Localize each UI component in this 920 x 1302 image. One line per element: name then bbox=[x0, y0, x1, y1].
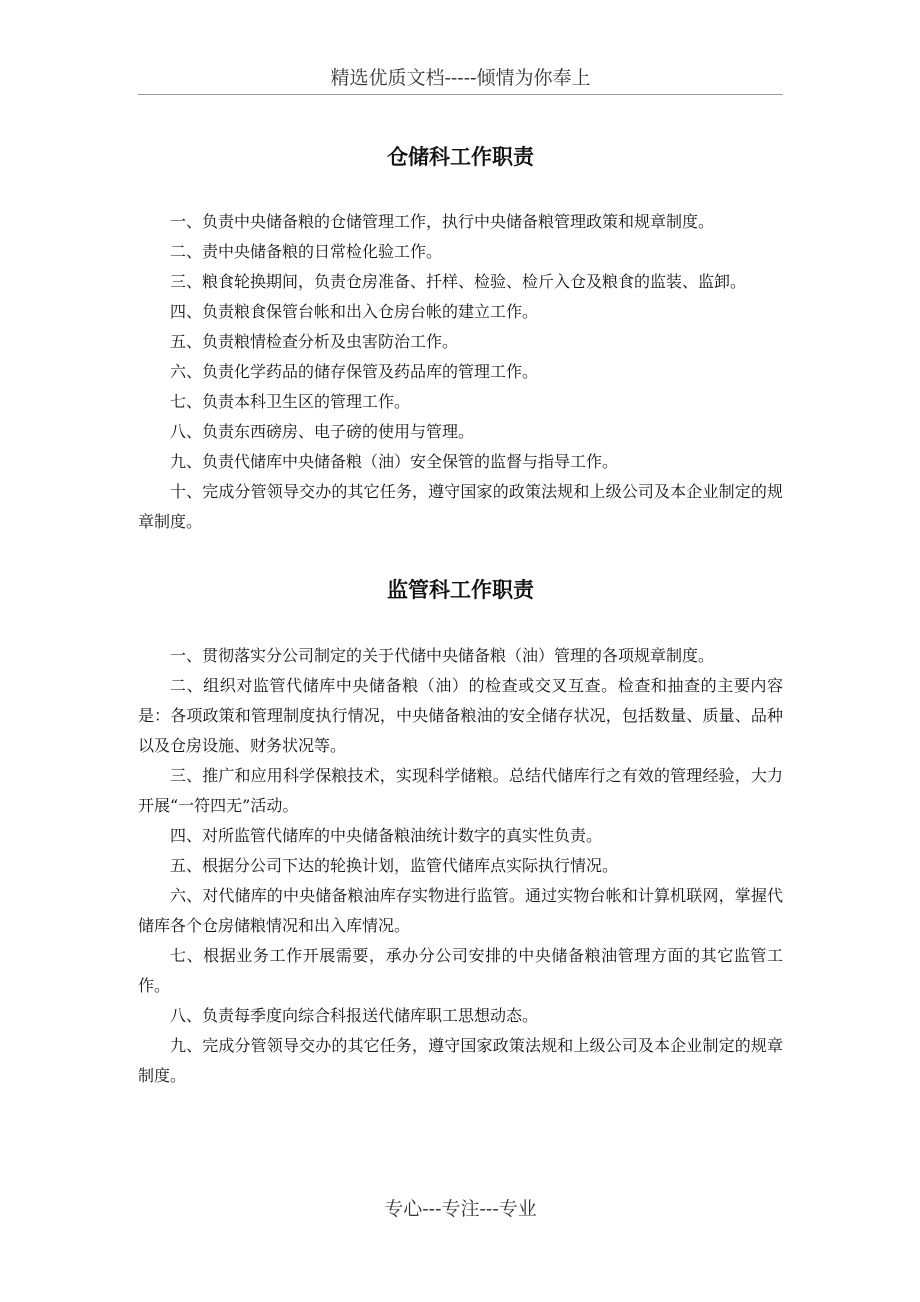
duty-item: 七、根据业务工作开展需要，承办分公司安排的中央储备粮油管理方面的其它监管工作。 bbox=[138, 946, 783, 995]
duty-item: 八、负责东西磅房、电子磅的使用与管理。 bbox=[170, 422, 475, 441]
section-title-supervision: 监管科工作职责 bbox=[387, 578, 534, 602]
page-header: 精选优质文档-----倾情为你奉上 bbox=[138, 62, 783, 95]
duty-item: 五、负责粮情检查分析及虫害防治工作。 bbox=[170, 332, 459, 351]
duty-item: 八、负责每季度向综合科报送代储库职工思想动态。 bbox=[170, 1006, 539, 1025]
duty-item: 六、对代储库的中央储备粮油库存实物进行监管。通过实物台帐和计算机联网，掌握代储库各个仓房储粮情况和出入库情况。 bbox=[138, 886, 783, 935]
duty-item: 三、粮食轮换期间，负责仓房准备、扦样、检验、检斤入仓及粮食的监装、监卸。 bbox=[170, 272, 747, 291]
duty-item: 二、组织对监管代储库中央储备粮（油）的检查或交叉互查。检查和抽查的主要内容是：各项政策和管理制度执行情况，中央储备粮油的安全储存状况，包括数量、质量、品种以及仓房设施、财务状况等。 bbox=[138, 676, 783, 755]
section-body-warehouse bbox=[138, 207, 783, 537]
duty-item: 一、贯彻落实分公司制定的关于代储中央储备粮（油）管理的各项规章制度。 bbox=[170, 646, 715, 665]
duty-item: 五、根据分公司下达的轮换计划，监管代储库点实际执行情况。 bbox=[170, 856, 619, 875]
duty-item: 一、负责中央储备粮的仓储管理工作，执行中央储备粮管理政策和规章制度。 bbox=[170, 212, 715, 231]
duty-item: 四、对所监管代储库的中央储备粮油统计数字的真实性负责。 bbox=[170, 826, 603, 845]
page-footer: 专心---专注---专业 bbox=[384, 1198, 537, 1220]
duty-item: 六、负责化学药品的储存保管及药品库的管理工作。 bbox=[170, 362, 539, 381]
duty-item: 九、负责代储库中央储备粮（油）安全保管的监督与指导工作。 bbox=[170, 452, 619, 471]
duty-item: 二、责中央储备粮的日常检化验工作。 bbox=[170, 242, 443, 261]
section-title-warehouse: 仓储科工作职责 bbox=[387, 145, 534, 169]
duty-item: 七、负责本科卫生区的管理工作。 bbox=[170, 392, 411, 411]
duty-item: 三、推广和应用科学保粮技术，实现科学储粮。总结代储库行之有效的管理经验，大力开展“一符四无”活动。 bbox=[138, 766, 783, 815]
duty-item: 四、负责粮食保管台帐和出入仓房台帐的建立工作。 bbox=[170, 302, 539, 321]
duty-item: 九、完成分管领导交办的其它任务，遵守国家政策法规和上级公司及本企业制定的规章制度。 bbox=[138, 1036, 783, 1085]
duty-item: 十、完成分管领导交办的其它任务，遵守国家的政策法规和上级公司及本企业制定的规章制度。 bbox=[138, 482, 783, 531]
section-body-supervision bbox=[138, 641, 783, 1091]
